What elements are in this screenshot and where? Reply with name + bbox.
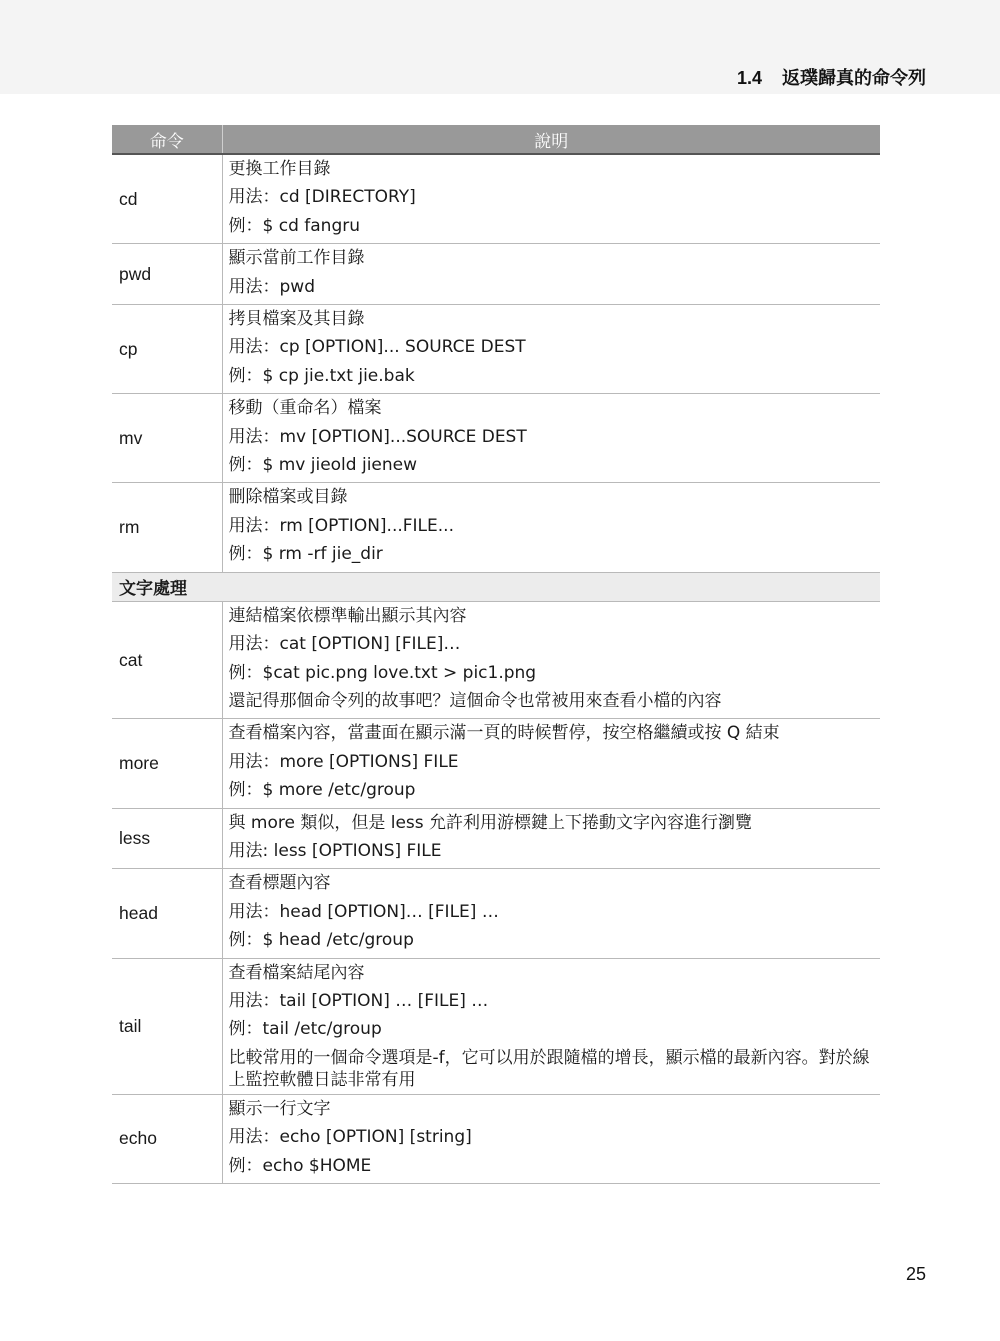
- command-cell: tail: [112, 958, 222, 1094]
- command-cell: cat: [112, 601, 222, 719]
- description-cell: [222, 483, 880, 572]
- table-row: [112, 808, 880, 869]
- table-header-row: [112, 125, 880, 154]
- description-cell: [222, 1094, 880, 1183]
- section-row: [112, 572, 880, 601]
- section-label: 文字處理: [112, 572, 880, 601]
- description-line: 用法：cd [DIRECTORY]: [228, 187, 416, 208]
- table-row: [112, 394, 880, 483]
- description-line: 顯示一行文字: [228, 1098, 331, 1119]
- column-header-command: 命令: [112, 125, 222, 154]
- description-line: 例：$ head /etc/group: [228, 930, 414, 951]
- description-cell: [222, 601, 880, 719]
- description-line: 比較常用的一個命令選項是-f，它可以用於跟隨檔的增長，顯示檔的最新內容。對於線上監控軟體日誌非常有用: [228, 1047, 870, 1090]
- table-row: [112, 719, 880, 808]
- section-title: 返璞歸真的命令列: [782, 68, 926, 89]
- command-cell: less: [112, 808, 222, 869]
- table-row: [112, 305, 880, 394]
- description-line: 拷貝檔案及其目錄: [228, 309, 365, 330]
- description-line: 例：$ more /etc/group: [228, 780, 416, 801]
- description-line: 與 more 類似，但是 less 允許利用游標鍵上下捲動文字內容進行瀏覽: [228, 812, 753, 833]
- description-cell: [222, 305, 880, 394]
- description-line: 查看檔案結尾內容: [228, 962, 365, 983]
- description-line: 查看標題內容: [228, 873, 331, 894]
- command-cell: cd: [112, 154, 222, 244]
- description-line: 例：$ mv jieold jienew: [228, 455, 418, 476]
- command-cell: echo: [112, 1094, 222, 1183]
- command-cell: rm: [112, 483, 222, 572]
- description-line: 用法: less [OPTIONS] FILE: [228, 840, 442, 861]
- description-line: 用法：echo [OPTION] [string]: [228, 1127, 472, 1148]
- description-line: 連結檔案依標準輸出顯示其內容: [228, 605, 467, 626]
- description-line: 移動（重命名）檔案: [228, 398, 382, 419]
- running-head: [737, 64, 926, 90]
- description-line: 例：$ cd fangru: [228, 215, 360, 236]
- command-cell: head: [112, 869, 222, 958]
- description-line: 用法：cat [OPTION] [FILE]…: [228, 634, 461, 655]
- command-cell: pwd: [112, 244, 222, 305]
- description-line: 查看檔案內容，當畫面在顯示滿一頁的時候暫停，按空格繼續或按 Q 結束: [228, 723, 780, 744]
- table-body: [112, 154, 880, 1184]
- description-line: 更換工作目錄: [228, 159, 331, 179]
- description-line: 用法：rm [OPTION]...FILE...: [228, 515, 454, 536]
- description-cell: [222, 958, 880, 1094]
- description-line: 例：echo $HOME: [228, 1155, 372, 1176]
- description-line: 例：$ cp jie.txt jie.bak: [228, 365, 415, 386]
- command-cell: cp: [112, 305, 222, 394]
- table-row: [112, 1094, 880, 1183]
- description-line: 用法：pwd: [228, 276, 315, 297]
- description-cell: [222, 244, 880, 305]
- description-line: 例：tail /etc/group: [228, 1019, 382, 1040]
- description-line: 例：$ rm -rf jie_dir: [228, 544, 383, 565]
- description-line: 顯示當前工作目錄: [228, 248, 365, 269]
- description-line: 還記得那個命令列的故事吧？這個命令也常被用來查看小檔的內容: [228, 690, 722, 711]
- command-table: [112, 125, 880, 1184]
- description-line: 刪除檔案或目錄: [228, 487, 348, 508]
- command-cell: more: [112, 719, 222, 808]
- description-line: 用法：more [OPTIONS] FILE: [228, 751, 459, 772]
- table-row: [112, 869, 880, 958]
- table-row: [112, 601, 880, 719]
- description-cell: [222, 394, 880, 483]
- column-header-description: 說明: [222, 125, 880, 154]
- description-line: 例：$cat pic.png love.txt > pic1.png: [228, 662, 537, 683]
- command-cell: mv: [112, 394, 222, 483]
- description-line: 用法：mv [OPTION]...SOURCE DEST: [228, 426, 527, 447]
- description-line: 用法：tail [OPTION] … [FILE] …: [228, 990, 489, 1011]
- table-row: [112, 958, 880, 1094]
- description-line: 用法：cp [OPTION]... SOURCE DEST: [228, 337, 526, 358]
- table-row: [112, 483, 880, 572]
- table-row: [112, 154, 880, 244]
- description-cell: [222, 869, 880, 958]
- description-cell: [222, 154, 880, 244]
- page-number: 25: [905, 1264, 926, 1284]
- description-line: 用法：head [OPTION]… [FILE] …: [228, 901, 499, 922]
- table-row: [112, 244, 880, 305]
- description-cell: [222, 719, 880, 808]
- section-number: 1.4: [736, 68, 762, 88]
- description-cell: [222, 808, 880, 869]
